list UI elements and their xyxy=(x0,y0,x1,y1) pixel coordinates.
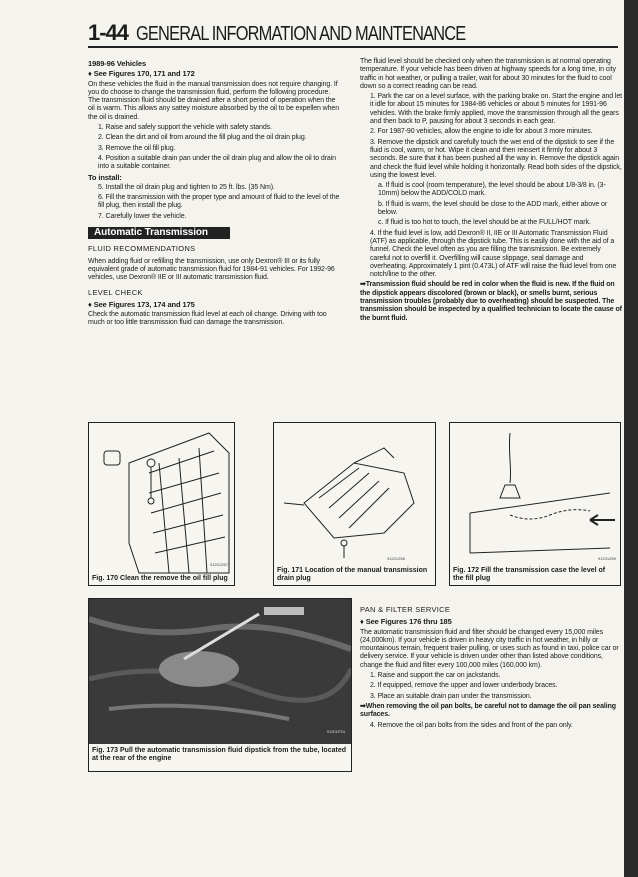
figure-170 xyxy=(88,422,235,586)
fluid-paragraph: When adding fluid or refilling the transmission, use only Dexron® III or its fully equivalent grade of automatic transmission fluid for 1984-91 vehicles. For 1992-96 vehicles, use Dexron® IIE or III automatic transmission fluid. xyxy=(88,257,335,282)
burnt-fluid-note: ➡Transmission fluid should be red in color when the fluid is new. If the fluid on the dipstick appears discolored (brown or black), or smells burnt, serious transmission troubles (probably due to overheating) should be suspected. The transmission should be inspected by a qualified technician to locate the cause of the burnt fluid. xyxy=(360,281,622,322)
see-figures-170: ♦ See Figures 170, 171 and 172 xyxy=(88,69,195,79)
step-2: 2. Clean the dirt and oil from around the fill plug and the oil drain plug. xyxy=(98,134,307,142)
intro-paragraph: On these vehicles the fluid in the manual transmission does not require changing. If you do choose to change the transmission fluid, perform the following procedure. The transmission fluid should be drained after a short period of operation when the oil is warm. This allows any sattey moisture absorbed by the oil to be expellen when the oil is drained. xyxy=(88,80,339,121)
figure-171-code: 91201Z68 xyxy=(386,556,405,561)
figure-172-caption: Fig. 172 Fill the transmission case the level of the fill plug xyxy=(453,567,606,582)
transmission-fill-plug-illustration xyxy=(89,423,234,585)
figure-171 xyxy=(273,422,436,586)
figure-173 xyxy=(88,598,352,772)
step-6: 6. Fill the transmission with the proper type and amount of fluid to the level of the fill plug, then install the plug. xyxy=(98,194,340,210)
figure-173-code: 91201P24 xyxy=(326,729,345,734)
figure-170-code: 91201Z67 xyxy=(209,562,228,567)
right-step-3a: a. If fluid is cool (room temperature), the level should be about 1/8-3/8 in. (3-10mm) below the ADD/COLD mark. xyxy=(378,182,606,198)
pan-step-2: 2. If equipped, remove the upper and lower underbody braces. xyxy=(370,682,558,690)
left-column xyxy=(88,58,340,330)
figure-170-caption: Fig. 170 Clean the remove the oil fill plug xyxy=(92,575,228,582)
pan-step-3: 3. Place an suitable drain pan under the transmission. xyxy=(370,692,532,700)
right-step-4: 4. If the fluid level is low, add Dexron® II, IIE or III Automatic Transmission Fluid (ATF) as applicable, through the dipstick tube. This is easily done with the aid of a funnel. Check the level often as you are filling the transmission. Be extremely careful not to overfill it. Overfilling will cause slippage, seal damage and overheating. Approximately 1 pint (0.473L) of ATF will raise the fluid level from one notch/line to the other. xyxy=(370,229,617,279)
step-1: 1. Raise and safely support the vehicle with safety stands. xyxy=(98,124,272,132)
level-check-title: LEVEL CHECK xyxy=(88,287,143,297)
step-4: 4. Position a suitable drain pan under the oil drain plug and allow the oil to drain into a suitable container. xyxy=(98,154,336,171)
right-intro: The fluid level should be checked only when the transmission is at normal operating temperature. If your vehicle has been driven at highway speeds for a long time, in city traffic in hot weather, or pulling a trailer, wait for about 30 minutes for the fluid to cool down so a correct reading can be read. xyxy=(360,58,616,90)
see-figures-173: ♦ See Figures 173, 174 and 175 xyxy=(88,299,195,309)
dipstick-photo xyxy=(89,599,351,771)
pan-paragraph: The automatic transmission fluid and filter should be changed every 15,000 miles (24,000km). If your vehicle is driven in heavy city traffic in hot weather, in hilly or mountainous terrain, frequent trailer pulling, or uses such as found in taxi, police car or delivery service. If your vehicle is driven under other than listed above conditions, change the fluid and filter every 100,000 miles (160,000 km). xyxy=(360,628,619,669)
chapter-title: GENERAL INFORMATION AND MAINTENANCE xyxy=(136,23,466,45)
to-install-heading: To install: xyxy=(88,172,122,182)
manual-transmission-illustration xyxy=(274,423,435,585)
see-figures-176: ♦ See Figures 176 thru 185 xyxy=(360,617,452,627)
right-step-3: 3. Remove the dipstick and carefully touch the wet end of the dipstick to see if the fluid is cool, warm, or hot. Wipe it clean and then reinsert it firmly for about 3 seconds. Be sure that it has been pushed all the way in. Remove the dipstick again and check the fluid level while holding it horizontally. Read both sides of the dipstick, using the lowest level. xyxy=(370,138,622,179)
right-column xyxy=(360,58,622,325)
level-paragraph: Check the automatic transmission fluid level at each oil change. Driving with too much or too little transmission fluid can damage the transmission. xyxy=(88,311,327,327)
page-header xyxy=(88,16,618,48)
step-7: 7. Carefully lower the vehicle. xyxy=(98,212,187,220)
figure-172-code: 91201Z69 xyxy=(597,556,616,561)
automatic-transmission-bar: Automatic Transmission xyxy=(88,227,230,239)
right-step-3b: b. If fluid is warm, the level should be close to the ADD mark, either above or below. xyxy=(378,200,608,217)
figure-173-caption: Fig. 173 Pull the automatic transmission fluid dipstick from the tube, located at the rear of the engine xyxy=(92,747,346,762)
page-number: 1-44 xyxy=(88,20,129,45)
page-edge-shadow xyxy=(624,0,638,877)
pan-step-4: 4. Remove the oil pan bolts from the sides and front of the pan only. xyxy=(370,721,573,729)
right-step-2: 2. For 1987-90 vehicles, allow the engine to idle for about 3 more minutes. xyxy=(370,128,593,136)
pan-filter-section xyxy=(360,600,622,732)
step-5: 5. Install the oil drain plug and tighten to 25 ft. lbs. (35 Nm). xyxy=(98,183,275,191)
right-step-1: 1. Park the car on a level surface, with the parking brake on. Start the engine and let it idle for about 15 minutes for 1984-86 vehicles or about 5 minutes for 1991-96 vehicles. With the brake firmly applied, move the transmission through all the gears and then back to P, pausing for about 3 seconds in each gear. xyxy=(370,93,623,126)
section-heading-1989-96: 1989-96 Vehicles xyxy=(88,59,147,68)
pan-filter-title: PAN & FILTER SERVICE xyxy=(360,605,451,614)
fluid-recommendations-title: FLUID RECOMMENDATIONS xyxy=(88,244,196,254)
figure-172 xyxy=(449,422,621,586)
figure-171-caption: Fig. 171 Location of the manual transmission drain plug xyxy=(277,567,428,582)
fill-level-illustration xyxy=(450,423,620,585)
right-step-3c: c. If fluid is too hot to touch, the level should be at the FULL/HOT mark. xyxy=(378,219,591,227)
pan-warning: ➡When removing the oil pan bolts, be careful not to damage the oil pan sealing surfaces. xyxy=(360,702,616,719)
pan-step-1: 1. Raise and support the car on jackstands. xyxy=(370,672,501,680)
step-3: 3. Remove the oil fill plug. xyxy=(98,144,176,152)
